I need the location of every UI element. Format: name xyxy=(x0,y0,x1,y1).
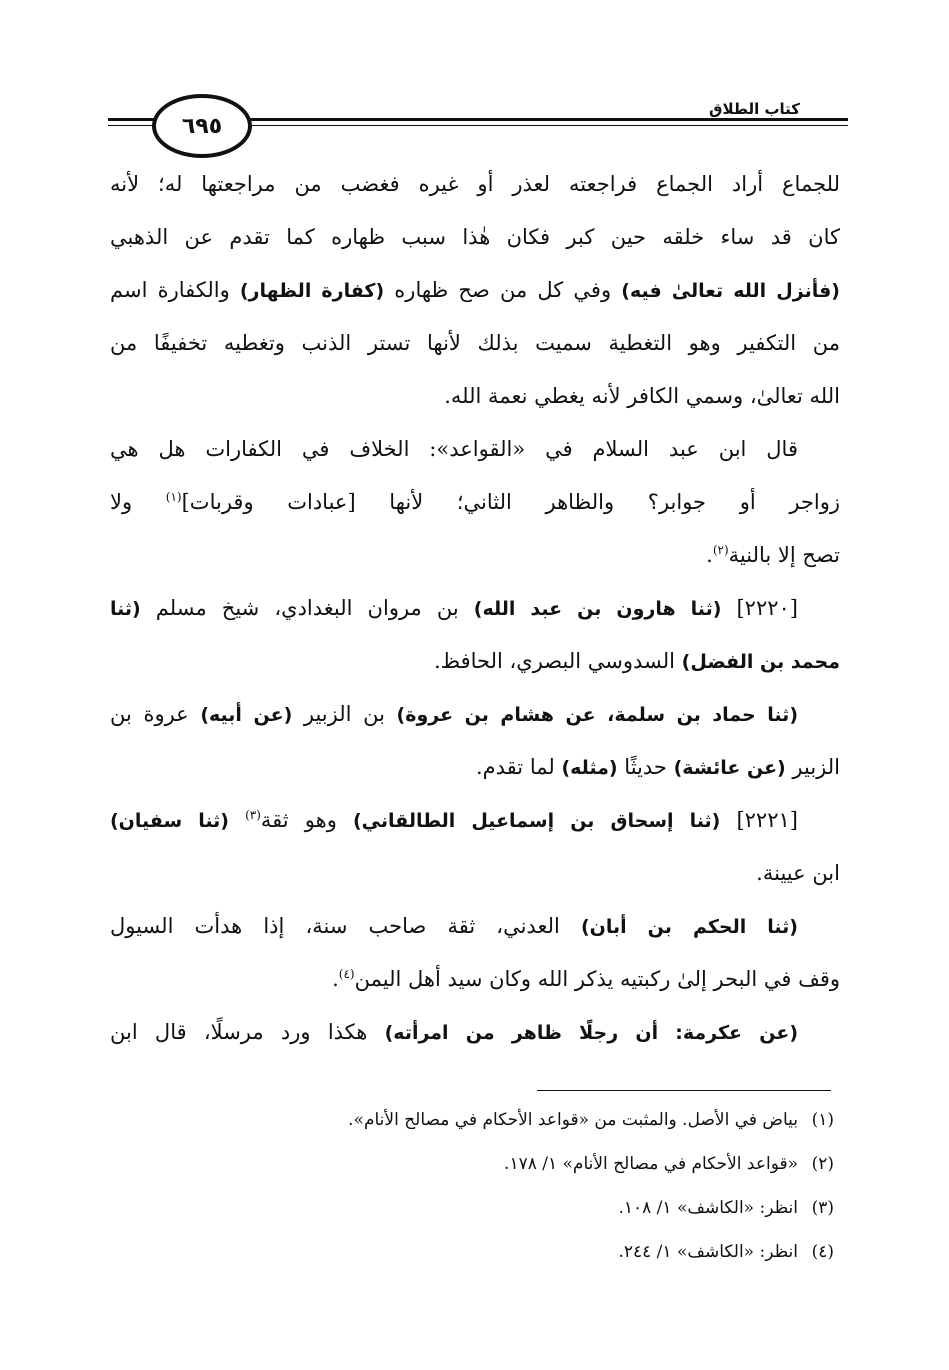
text-line xyxy=(110,900,840,953)
bold-run: (ثنا xyxy=(110,598,141,620)
text-line xyxy=(110,317,840,370)
text-run: والكفارة اسم xyxy=(110,278,240,302)
text-line xyxy=(110,794,840,847)
text-line xyxy=(110,847,840,900)
footnote-item xyxy=(214,1098,834,1142)
text-run: السدوسي البصري، الحافظ. xyxy=(433,649,682,673)
text-line xyxy=(110,741,840,794)
footnote-number: (٣) xyxy=(811,1198,834,1218)
footnote-item xyxy=(214,1186,834,1230)
text-line xyxy=(110,423,840,476)
header-rule-main xyxy=(238,118,848,121)
text-run: للجماع أراد الجماع فراجعته لعذر أو غيره فغضب من مراجعتها له؛ لأنه xyxy=(110,172,840,196)
text-run: كان قد ساء خلقه حين كبر فكان هٰذا سبب ظهاره كما تقدم عن الذهبي xyxy=(110,225,840,249)
footnote-ref[interactable]: (٣) xyxy=(245,808,261,822)
footnote-text: انظر: «الكاشف» ١/ ٢٤٤. xyxy=(618,1242,798,1262)
text-line xyxy=(110,635,840,688)
hadith-number: [٢٢٢١] xyxy=(720,808,798,832)
footnote-item xyxy=(214,1230,834,1274)
text-run: الله تعالىٰ، وسمي الكافر لأنه يغطي نعمة الله. xyxy=(444,384,840,408)
text-line xyxy=(110,264,840,317)
text-line xyxy=(110,476,840,529)
text-run: عروة بن xyxy=(110,702,201,726)
bold-run: (ثنا سفيان) xyxy=(110,810,229,832)
text-line xyxy=(110,370,840,423)
text-run: وقف في البحر إلىٰ ركبتيه يذكر الله وكان سيد أهل اليمن xyxy=(354,967,840,991)
text-line xyxy=(110,1006,840,1059)
bold-run: (عن عائشة) xyxy=(673,757,786,779)
text-line xyxy=(110,211,840,264)
bold-run: (ثنا الحكم بن أبان) xyxy=(580,916,798,938)
text-run: بن الزبير xyxy=(292,702,397,726)
text-run: هكذا ورد مرسلًا، قال ابن xyxy=(110,1020,385,1044)
text-run: . xyxy=(706,543,713,567)
text-run: وهو ثقة xyxy=(260,808,353,832)
text-run xyxy=(229,808,245,832)
hadith-number: [٢٢٢٠] xyxy=(721,596,798,620)
footnote-ref[interactable]: (٢) xyxy=(712,543,729,557)
text-run: قال ابن عبد السلام في «القواعد»: الخلاف في الكفارات هل هي xyxy=(110,437,798,461)
bold-run: (عن عكرمة: أن رجلًا ظاهر من امرأته) xyxy=(384,1022,798,1044)
text-run: وفي كل من صح ظهاره xyxy=(384,278,622,302)
text-line xyxy=(110,529,840,582)
text-run: . xyxy=(332,967,339,991)
bold-run: (كفارة الظهار) xyxy=(239,280,385,302)
text-line xyxy=(110,582,840,635)
footnote-text: بياض في الأصل. والمثبت من «قواعد الأحكام في مصالح الأنام». xyxy=(348,1110,798,1130)
bold-run: (عن أبيه) xyxy=(200,704,293,726)
bold-run: محمد بن الفضل) xyxy=(681,651,840,673)
footnote-ref[interactable]: (٤) xyxy=(338,967,355,981)
footnotes xyxy=(214,1098,834,1274)
page-number: ٦٩٥ xyxy=(181,113,223,139)
bold-run: (ثنا هارون بن عبد الله) xyxy=(473,598,722,620)
header-rule-main-thin xyxy=(238,125,848,126)
bold-run: (فأنزل الله تعالىٰ فيه) xyxy=(621,280,840,302)
text-line xyxy=(110,953,840,1006)
text-run: الزبير xyxy=(785,755,840,779)
footnote-item xyxy=(214,1142,834,1186)
footnote-text: «قواعد الأحكام في مصالح الأنام» ١/ ١٧٨. xyxy=(504,1154,798,1174)
text-run: تصح إلا بالنية xyxy=(728,543,840,567)
bold-run: (ثنا إسحاق بن إسماعيل الطالقاني) xyxy=(353,810,721,832)
footnote-ref[interactable]: (١) xyxy=(165,490,182,504)
running-title: كتاب الطلاق xyxy=(703,100,806,118)
footnote-number: (٤) xyxy=(811,1242,834,1262)
text-run: حديثًا xyxy=(617,755,674,779)
footnote-number: (٢) xyxy=(811,1154,834,1174)
main-text xyxy=(110,158,840,1059)
text-run: ولا xyxy=(110,490,166,514)
text-run: ابن عيينة. xyxy=(756,861,840,885)
text-run: زواجر أو جوابر؟ والظاهر الثاني؛ لأنها [عبادات وقربات] xyxy=(181,490,840,514)
page-number-badge xyxy=(152,94,252,158)
text-run: لما تقدم. xyxy=(475,755,562,779)
footnote-number: (١) xyxy=(811,1110,834,1130)
text-line xyxy=(110,158,840,211)
text-run: بن مروان البغدادي، شيخ مسلم xyxy=(140,596,474,620)
text-run: من التكفير وهو التغطية سميت بذلك لأنها تستر الذنب وتغطيه تخفيفًا من xyxy=(110,331,840,355)
text-line xyxy=(110,688,840,741)
bold-run: (مثله) xyxy=(561,757,618,779)
bold-run: (ثنا حماد بن سلمة، عن هشام بن عروة) xyxy=(396,704,798,726)
footnote-separator xyxy=(537,1090,831,1091)
text-run: العدني، ثقة صاحب سنة، إذا هدأت السيول xyxy=(110,914,581,938)
page-header xyxy=(108,92,848,156)
footnote-text: انظر: «الكاشف» ١/ ١٠٨. xyxy=(618,1198,798,1218)
